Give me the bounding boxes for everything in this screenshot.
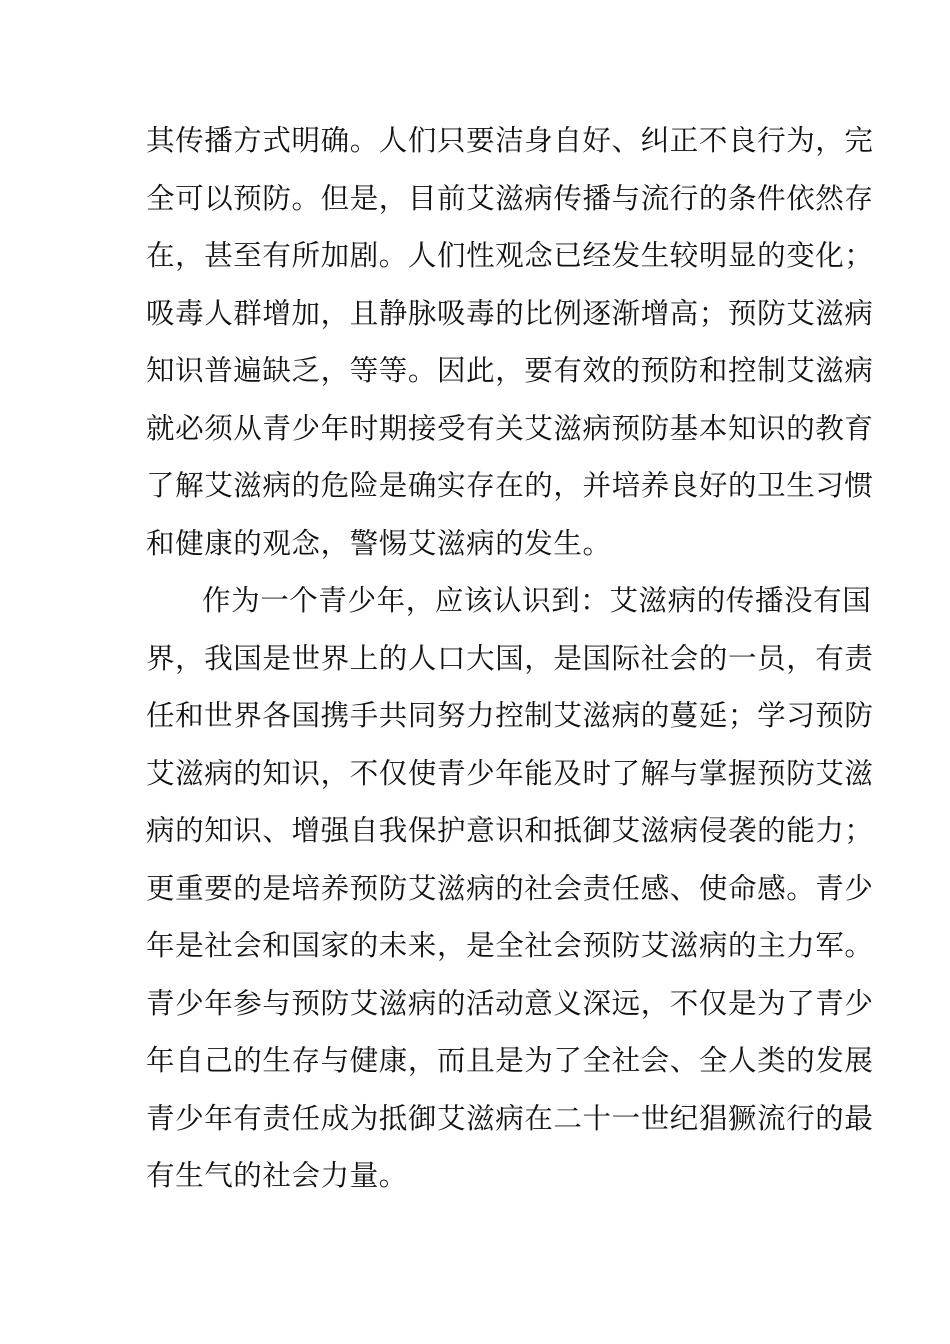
text-line: 有生气的社会力量。 bbox=[146, 1159, 408, 1192]
text-line: 和健康的观念，警惕艾滋病的发生。 bbox=[146, 527, 612, 560]
text-line: 年是社会和国家的未来，是全社会预防艾滋病的主力军。 bbox=[146, 929, 874, 962]
text-line: 其传播方式明确。人们只要洁身自好、纠正不良行为，完 bbox=[146, 124, 874, 157]
text-line: 就必须从青少年时期接受有关艾滋病预防基本知识的教育 bbox=[146, 412, 874, 445]
text-line: 界，我国是世界上的人口大国，是国际社会的一员，有责 bbox=[146, 642, 874, 675]
text-line: 任和世界各国携手共同努力控制艾滋病的蔓延；学习预防 bbox=[146, 699, 874, 732]
text-line: 作为一个青少年，应该认识到：艾滋病的传播没有国 bbox=[202, 584, 872, 617]
text-line: 全可以预防。但是，目前艾滋病传播与流行的条件依然存 bbox=[146, 182, 874, 215]
text-line: 吸毒人群增加，且静脉吸毒的比例逐渐增高；预防艾滋病 bbox=[146, 297, 874, 330]
text-line: 病的知识、增强自我保护意识和抵御艾滋病侵袭的能力； bbox=[146, 814, 874, 847]
text-line: 知识普遍缺乏，等等。因此，要有效的预防和控制艾滋病 bbox=[146, 354, 874, 387]
text-line: 青少年有责任成为抵御艾滋病在二十一世纪猖獗流行的最 bbox=[146, 1102, 874, 1135]
text-line: 艾滋病的知识，不仅使青少年能及时了解与掌握预防艾滋 bbox=[146, 757, 874, 790]
text-line: 了解艾滋病的危险是确实存在的，并培养良好的卫生习惯 bbox=[146, 469, 874, 502]
text-line: 在，甚至有所加剧。人们性观念已经发生较明显的变化； bbox=[146, 239, 874, 272]
text-line: 青少年参与预防艾滋病的活动意义深远，不仅是为了青少 bbox=[146, 987, 874, 1020]
text-line: 年自己的生存与健康，而且是为了全社会、全人类的发展 bbox=[146, 1044, 874, 1077]
text-line: 更重要的是培养预防艾滋病的社会责任感、使命感。青少 bbox=[146, 872, 874, 905]
